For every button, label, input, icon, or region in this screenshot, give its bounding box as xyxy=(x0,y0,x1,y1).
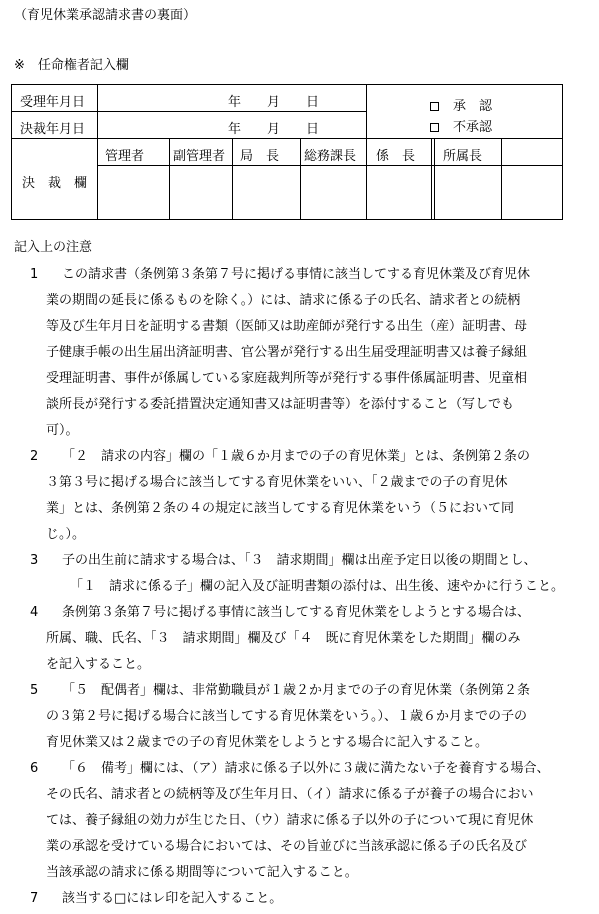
notes-title: 記入上の注意 xyxy=(14,240,93,255)
signature-cell-manager[interactable] xyxy=(98,166,168,218)
document-header: （育児休業承認請求書の裏面） xyxy=(14,8,197,23)
received-date-label: 受理年月日 xyxy=(20,95,86,110)
role-director: 局 長 xyxy=(240,149,280,164)
signature-cell-director[interactable] xyxy=(233,166,299,218)
note-number: 1 xyxy=(30,267,39,282)
approve-option[interactable] xyxy=(430,95,492,114)
signature-cell-general-affairs-chief[interactable] xyxy=(301,166,365,218)
decided-date-label: 決裁年月日 xyxy=(20,122,86,137)
checkbox-icon[interactable] xyxy=(430,123,439,132)
role-section-chief: 係 長 xyxy=(376,149,416,164)
note-number: 5 xyxy=(30,683,39,698)
signature-cell-office-head[interactable] xyxy=(435,166,500,218)
role-manager: 管理者 xyxy=(105,149,145,164)
approval-table xyxy=(11,84,563,220)
approve-label: 承 認 xyxy=(453,99,493,114)
decision-column-label: 決 裁 欄 xyxy=(22,176,88,191)
role-office-head: 所属長 xyxy=(443,149,483,164)
note-number: 3 xyxy=(30,553,39,568)
decided-date-field[interactable]: 年 月 日 xyxy=(228,122,320,137)
signature-cell-section-chief[interactable] xyxy=(367,166,430,218)
received-date-field[interactable]: 年 月 日 xyxy=(228,95,320,110)
section-title: ※ 任命権者記入欄 xyxy=(14,58,129,73)
disapprove-option[interactable] xyxy=(430,116,492,135)
disapprove-label: 不承認 xyxy=(453,120,493,135)
note-number: 4 xyxy=(30,605,39,620)
note-number: 2 xyxy=(30,449,39,464)
checkbox-icon[interactable] xyxy=(430,102,439,111)
signature-cell-deputy-manager[interactable] xyxy=(170,166,231,218)
role-deputy-manager: 副管理者 xyxy=(173,149,226,164)
note-number: 6 xyxy=(30,761,39,776)
note-number: 7 xyxy=(30,891,39,906)
role-general-affairs-chief: 総務課長 xyxy=(304,149,357,164)
